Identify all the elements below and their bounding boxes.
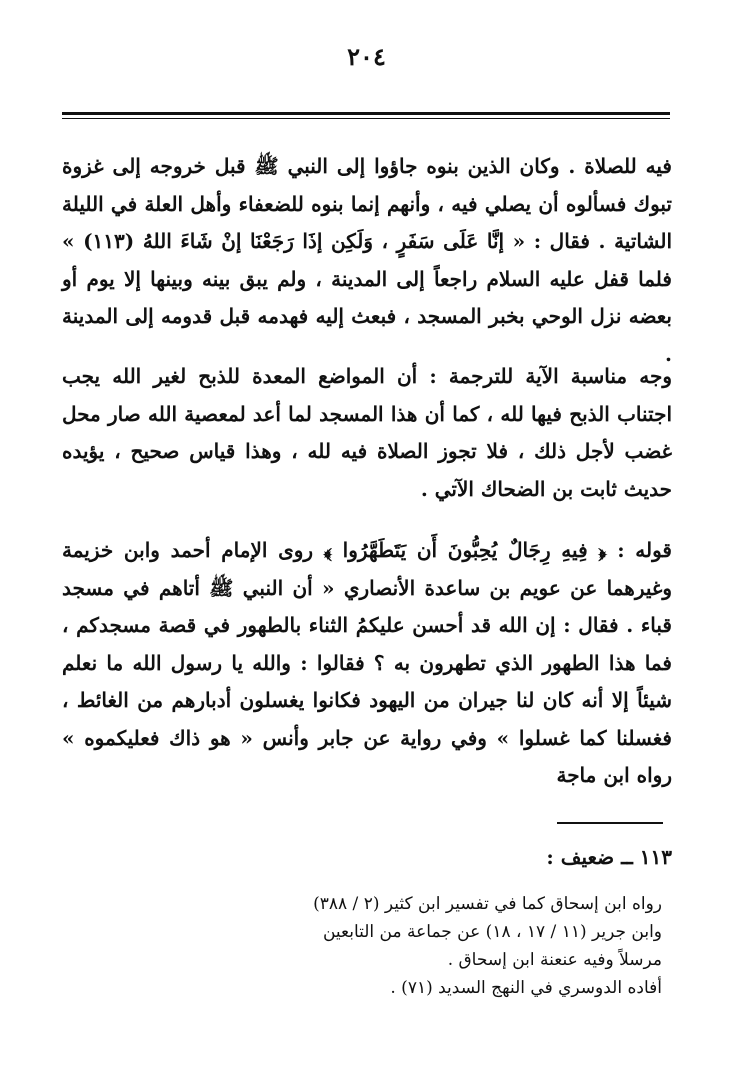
footnote-separator (557, 822, 663, 824)
body-paragraph-2 (62, 358, 672, 508)
header-rule-thick (62, 112, 670, 115)
header-rule-thin (62, 118, 670, 119)
footnote-line: مرسلاً وفيه عنعنة ابن إسحاق . (447, 950, 662, 970)
paragraph-text: قوله : ﴿ فِيهِ رِجَالٌ يُحِبُّونَ أَن يَتَطَهَّرُوا ﴾ روى الإمام أحمد وابن خزيمة وغيرهما عن عويم بن ساعدة الأنصاري « أن النبي ﷺ أتاهم في مسجد قباء . فقال : إن الله قد أحسن عليكمُ الثناء بالطهور في قصة مسجدكم ، فما هذا الطهور الذي تطهرون به ؟ فقالوا : والله يا رسول الله ما نعلم شيئاً إلا أنه كان لنا جيران من اليهود فكانوا يغسلون أدبارهم من الغائط ، فغسلنا كما غسلوا » وفي رواية عن جابر وأنس « هو ذاك فعليكموه » رواه ابن ماجة (62, 538, 672, 787)
body-paragraph-1 (62, 148, 672, 373)
footnote-line: رواه ابن إسحاق كما في تفسير ابن كثير (٢ / ٣٨٨) (313, 894, 662, 914)
paragraph-text: وجه مناسبة الآية للترجمة : أن المواضع المعدة للذبح لغير الله يجب اجتناب الذبح فيها لله ، كما أن هذا المسجد لما أعد لمعصية الله صار محل غضب لأجل ذلك ، فلا تجوز الصلاة فيه لله ، وهذا قياس صحيح ، يؤيده حديث ثابت بن الضحاك الآتي . (62, 364, 672, 501)
body-paragraph-3 (62, 532, 672, 795)
footnote-heading: ١١٣ ــ ضعيف : (546, 845, 672, 869)
footnote-line: أفاده الدوسري في النهج السديد (٧١) . (390, 978, 662, 998)
paragraph-text: فيه للصلاة . وكان الذين بنوه جاؤوا إلى النبي ﷺ قبل خروجه إلى غزوة تبوك فسألوه أن يصلي فيه ، وأنهم إنما بنوه للضعفاء وأهل العلة في الليلة الشاتية . فقال : « إنَّا عَلَى سَفَرٍ ، وَلَكِن إذَا رَجَعْنَا إنْ شَاءَ اللهُ (١١٣) » فلما قفل عليه السلام راجعاً إلى المدينة ، ولم يبق بينه وبينها إلا يوم أو بعضه نزل الوحي بخبر المسجد ، فبعث إليه فهدمه قبل قدومه إلى المدينة . (62, 154, 672, 366)
footnote-line: وابن جرير (١١ / ١٧ ، ١٨) عن جماعة من التابعين (322, 922, 662, 942)
page-number: ٢٠٤ (347, 42, 386, 71)
footnote-body (290, 890, 662, 1002)
